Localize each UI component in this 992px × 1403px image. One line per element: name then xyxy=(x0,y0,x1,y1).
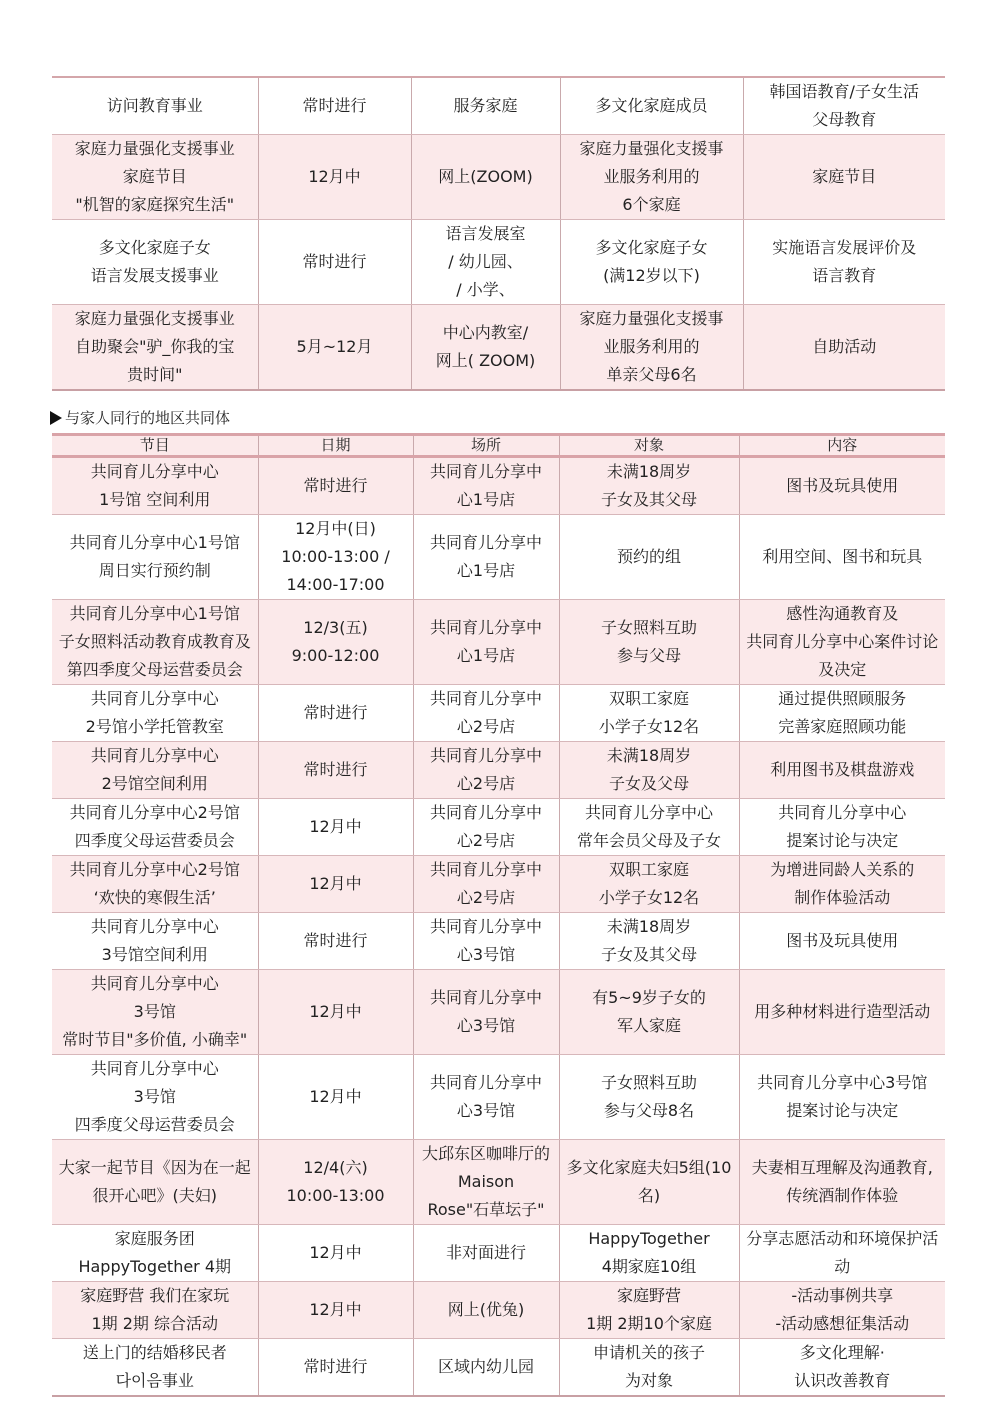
header-date: 日期 xyxy=(258,435,413,457)
cell-program: 送上门的结婚移民者 다이음事业 xyxy=(52,1339,258,1397)
cell-program: 大家一起节目《因为在一起 很开心吧》(夫妇) xyxy=(52,1140,258,1225)
cell-program: 家庭力量强化支援事业 自助聚会"驴_你我的宝 贵时间" xyxy=(52,305,258,391)
header-program: 节目 xyxy=(52,435,258,457)
cell-content: 夫妻相互理解及沟通教育, 传统酒制作体验 xyxy=(739,1140,945,1225)
table-row xyxy=(52,799,945,856)
cell-place: 共同育儿分享中 心1号店 xyxy=(413,457,559,515)
cell-date: 常时进行 xyxy=(258,1339,413,1397)
cell-content: 共同育儿分享中心3号馆 提案讨论与决定 xyxy=(739,1055,945,1140)
cell-program: 共同育儿分享中心 2号馆小学托管教室 xyxy=(52,685,258,742)
cell-content: 图书及玩具使用 xyxy=(739,457,945,515)
triangle-bullet-icon xyxy=(50,411,62,425)
cell-program: 共同育儿分享中心2号馆 ‘欢快的寒假生活’ xyxy=(52,856,258,913)
cell-date: 常时进行 xyxy=(258,77,411,135)
cell-program: 家庭野营 我们在家玩 1期 2期 综合活动 xyxy=(52,1282,258,1339)
cell-place: 大邱东区咖啡厅的 Maison Rose"石草坛子" xyxy=(413,1140,559,1225)
cell-date: 常时进行 xyxy=(258,457,413,515)
cell-date: 12月中 xyxy=(258,799,413,856)
cell-target: 子女照料互助 参与父母 xyxy=(559,600,739,685)
cell-place: 中心内教室/ 网上( ZOOM) xyxy=(411,305,560,391)
cell-target: 双职工家庭 小学子女12名 xyxy=(559,685,739,742)
cell-place: 共同育儿分享中 心3号馆 xyxy=(413,1055,559,1140)
cell-program: 共同育儿分享中心 3号馆 四季度父母运营委员会 xyxy=(52,1055,258,1140)
cell-program: 访问教育事业 xyxy=(52,77,258,135)
header-place: 场所 xyxy=(413,435,559,457)
table-row xyxy=(52,220,945,305)
cell-place: 网上(优兔) xyxy=(413,1282,559,1339)
cell-target: 有5~9岁子女的 军人家庭 xyxy=(559,970,739,1055)
cell-target: 多文化家庭夫妇5组(10 名) xyxy=(559,1140,739,1225)
cell-place: 共同育儿分享中 心3号馆 xyxy=(413,913,559,970)
cell-date: 12/4(六) 10:00-13:00 xyxy=(258,1140,413,1225)
cell-place: 语言发展室 / 幼儿园、 / 小学、 xyxy=(411,220,560,305)
table-row xyxy=(52,1339,945,1397)
table-row xyxy=(52,913,945,970)
cell-place: 服务家庭 xyxy=(411,77,560,135)
cell-place: 共同育儿分享中 心3号馆 xyxy=(413,970,559,1055)
cell-date: 12月中 xyxy=(258,970,413,1055)
table-row xyxy=(52,970,945,1055)
cell-date: 12月中 xyxy=(258,1282,413,1339)
cell-program: 多文化家庭子女 语言发展支援事业 xyxy=(52,220,258,305)
table-row xyxy=(52,305,945,391)
cell-program: 共同育儿分享中心1号馆 周日实行预约制 xyxy=(52,515,258,600)
cell-target: 未满18周岁 子女及其父母 xyxy=(559,457,739,515)
cell-target: HappyTogether 4期家庭10组 xyxy=(559,1225,739,1282)
cell-content: 感性沟通教育及 共同育儿分享中心案件讨论 及决定 xyxy=(739,600,945,685)
cell-place: 共同育儿分享中 心1号店 xyxy=(413,600,559,685)
cell-content: 共同育儿分享中心 提案讨论与决定 xyxy=(739,799,945,856)
cell-target: 双职工家庭 小学子女12名 xyxy=(559,856,739,913)
cell-date: 5月~12月 xyxy=(258,305,411,391)
cell-date: 常时进行 xyxy=(258,220,411,305)
cell-program: 共同育儿分享中心2号馆 四季度父母运营委员会 xyxy=(52,799,258,856)
cell-target: 未满18周岁 子女及其父母 xyxy=(559,913,739,970)
table-row xyxy=(52,1055,945,1140)
cell-program: 共同育儿分享中心1号馆 子女照料活动教育成教育及 第四季度父母运营委员会 xyxy=(52,600,258,685)
cell-program: 共同育儿分享中心 1号馆 空间利用 xyxy=(52,457,258,515)
cell-content: 实施语言发展评价及 语言教育 xyxy=(743,220,945,305)
cell-content: 多文化理解· 认识改善教育 xyxy=(739,1339,945,1397)
cell-program: 共同育儿分享中心 3号馆空间利用 xyxy=(52,913,258,970)
cell-place: 网上(ZOOM) xyxy=(411,135,560,220)
program-table-1 xyxy=(52,76,945,391)
cell-program: 共同育儿分享中心 2号馆空间利用 xyxy=(52,742,258,799)
cell-place: 共同育儿分享中 心1号店 xyxy=(413,515,559,600)
table-row xyxy=(52,77,945,135)
cell-date: 12月中 xyxy=(258,1225,413,1282)
cell-target: 多文化家庭子女 (满12岁以下) xyxy=(560,220,743,305)
cell-content: 为增进同龄人关系的 制作体验活动 xyxy=(739,856,945,913)
table-header-row xyxy=(52,435,945,457)
table-row xyxy=(52,1140,945,1225)
cell-content: 图书及玩具使用 xyxy=(739,913,945,970)
cell-program: 共同育儿分享中心 3号馆 常时节目"多价值, 小确幸" xyxy=(52,970,258,1055)
table-row xyxy=(52,685,945,742)
cell-content: 家庭节目 xyxy=(743,135,945,220)
cell-program: 家庭服务团 HappyTogether 4期 xyxy=(52,1225,258,1282)
cell-content: 利用空间、图书和玩具 xyxy=(739,515,945,600)
cell-target: 预约的组 xyxy=(559,515,739,600)
header-content: 内容 xyxy=(739,435,945,457)
cell-content: 通过提供照顾服务 完善家庭照顾功能 xyxy=(739,685,945,742)
header-target: 对象 xyxy=(559,435,739,457)
cell-date: 12/3(五) 9:00-12:00 xyxy=(258,600,413,685)
table-row xyxy=(52,457,945,515)
cell-place: 共同育儿分享中 心2号店 xyxy=(413,742,559,799)
cell-date: 常时进行 xyxy=(258,742,413,799)
cell-place: 共同育儿分享中 心2号店 xyxy=(413,685,559,742)
cell-target: 未满18周岁 子女及父母 xyxy=(559,742,739,799)
table-row xyxy=(52,135,945,220)
cell-target: 共同育儿分享中心 常年会员父母及子女 xyxy=(559,799,739,856)
cell-place: 区域内幼儿园 xyxy=(413,1339,559,1397)
cell-target: 家庭野营 1期 2期10个家庭 xyxy=(559,1282,739,1339)
table-row xyxy=(52,1282,945,1339)
section-title: 与家人同行的地区共同体 xyxy=(65,409,231,427)
cell-content: 利用图书及棋盘游戏 xyxy=(739,742,945,799)
cell-content: -活动事例共享 -活动感想征集活动 xyxy=(739,1282,945,1339)
cell-place: 共同育儿分享中 心2号店 xyxy=(413,799,559,856)
cell-date: 12月中 xyxy=(258,856,413,913)
cell-place: 共同育儿分享中 心2号店 xyxy=(413,856,559,913)
cell-content: 自助活动 xyxy=(743,305,945,391)
table-row xyxy=(52,600,945,685)
cell-date: 12月中 xyxy=(258,1055,413,1140)
cell-target: 子女照料互助 参与父母8名 xyxy=(559,1055,739,1140)
cell-date: 常时进行 xyxy=(258,913,413,970)
table-row xyxy=(52,515,945,600)
cell-content: 分享志愿活动和环境保护活 动 xyxy=(739,1225,945,1282)
table-row xyxy=(52,1225,945,1282)
cell-place: 非对面进行 xyxy=(413,1225,559,1282)
cell-target: 多文化家庭成员 xyxy=(560,77,743,135)
table-row xyxy=(52,856,945,913)
cell-date: 12月中 xyxy=(258,135,411,220)
cell-date: 常时进行 xyxy=(258,685,413,742)
cell-target: 家庭力量强化支援事 业服务利用的 单亲父母6名 xyxy=(560,305,743,391)
cell-content: 韩国语教育/子女生活 父母教育 xyxy=(743,77,945,135)
table-row xyxy=(52,742,945,799)
program-table-2 xyxy=(52,433,945,1397)
section-heading xyxy=(50,408,230,428)
cell-target: 申请机关的孩子 为对象 xyxy=(559,1339,739,1397)
cell-content: 用多种材料进行造型活动 xyxy=(739,970,945,1055)
cell-target: 家庭力量强化支援事 业服务利用的 6个家庭 xyxy=(560,135,743,220)
cell-date: 12月中(日) 10:00-13:00 / 14:00-17:00 xyxy=(258,515,413,600)
cell-program: 家庭力量强化支援事业 家庭节目 "机智的家庭探究生活" xyxy=(52,135,258,220)
